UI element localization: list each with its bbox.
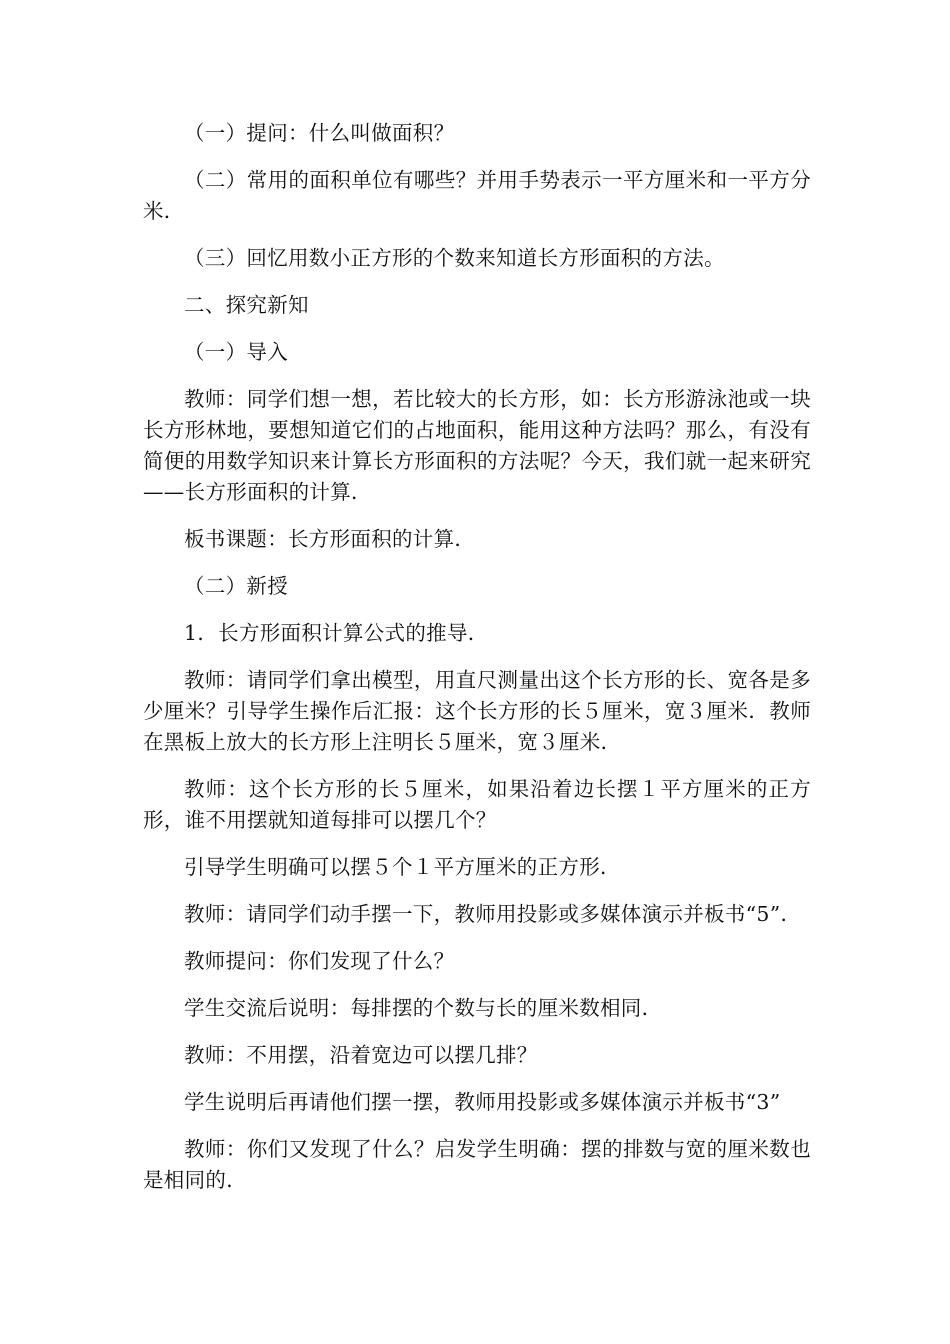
- paragraph-student-explain: 学生交流后说明：每排摆的个数与长的厘米数相同．: [184, 996, 663, 1020]
- subheading-introduction: （一）导入: [184, 340, 288, 364]
- paragraph-teacher-discover: 教师：你们又发现了什么？启发学生明确：摆的排数与宽的厘米数也是相同的．: [143, 1137, 811, 1192]
- subheading-new-lesson: （二）新授: [184, 574, 288, 598]
- paragraph-teacher-width: 教师：不用摆，沿着宽边可以摆几排？: [184, 1043, 538, 1067]
- paragraph-guide-five: 引导学生明确可以摆５个１平方厘米的正方形．: [184, 855, 621, 879]
- paragraph-area-units: （二）常用的面积单位有哪些？并用手势表示一平方厘米和一平方分米．: [143, 168, 811, 223]
- paragraph-formula-derivation: 1．长方形面积计算公式的推导．: [184, 621, 489, 645]
- paragraph-question-area: （一）提问：什么叫做面积？: [184, 121, 455, 145]
- paragraph-student-demo-three: 学生说明后再请他们摆一摆，教师用投影或多媒体演示并板书“3”: [184, 1090, 781, 1114]
- paragraph-teacher-demo-five: 教师：请同学们动手摆一下，教师用投影或多媒体演示并板书“5”．: [184, 902, 802, 926]
- paragraph-teacher-ask: 教师提问：你们发现了什么？: [184, 949, 455, 973]
- paragraph-recall-method: （三）回忆用数小正方形的个数来知道长方形面积的方法。: [184, 246, 725, 270]
- paragraph-teacher-measure: 教师：请同学们拿出模型，用直尺测量出这个长方形的长、宽各是多少厘米？引导学生操作后汇报：这个长方形的长５厘米，宽３厘米．教师在黑板上放大的长方形上注明长５厘米，宽３厘米．: [143, 668, 811, 754]
- paragraph-board-title: 板书课题：长方形面积的计算．: [184, 527, 476, 551]
- paragraph-teacher-intro: 教师：同学们想一想，若比较大的长方形，如：长方形游泳池或一块长方形林地，要想知道它们的占地面积，能用这种方法吗？那么，有没有简便的用数学知识来计算长方形面积的方法呢？今天，我们就一起来研究——长方形面积的计算．: [143, 387, 811, 504]
- paragraph-teacher-length: 教师：这个长方形的长５厘米，如果沿着边长摆１平方厘米的正方形，谁不用摆就知道每排可以摆几个？: [143, 777, 811, 832]
- document-body: [143, 118, 811, 1212]
- section-heading-explore: 二、探究新知: [184, 293, 309, 317]
